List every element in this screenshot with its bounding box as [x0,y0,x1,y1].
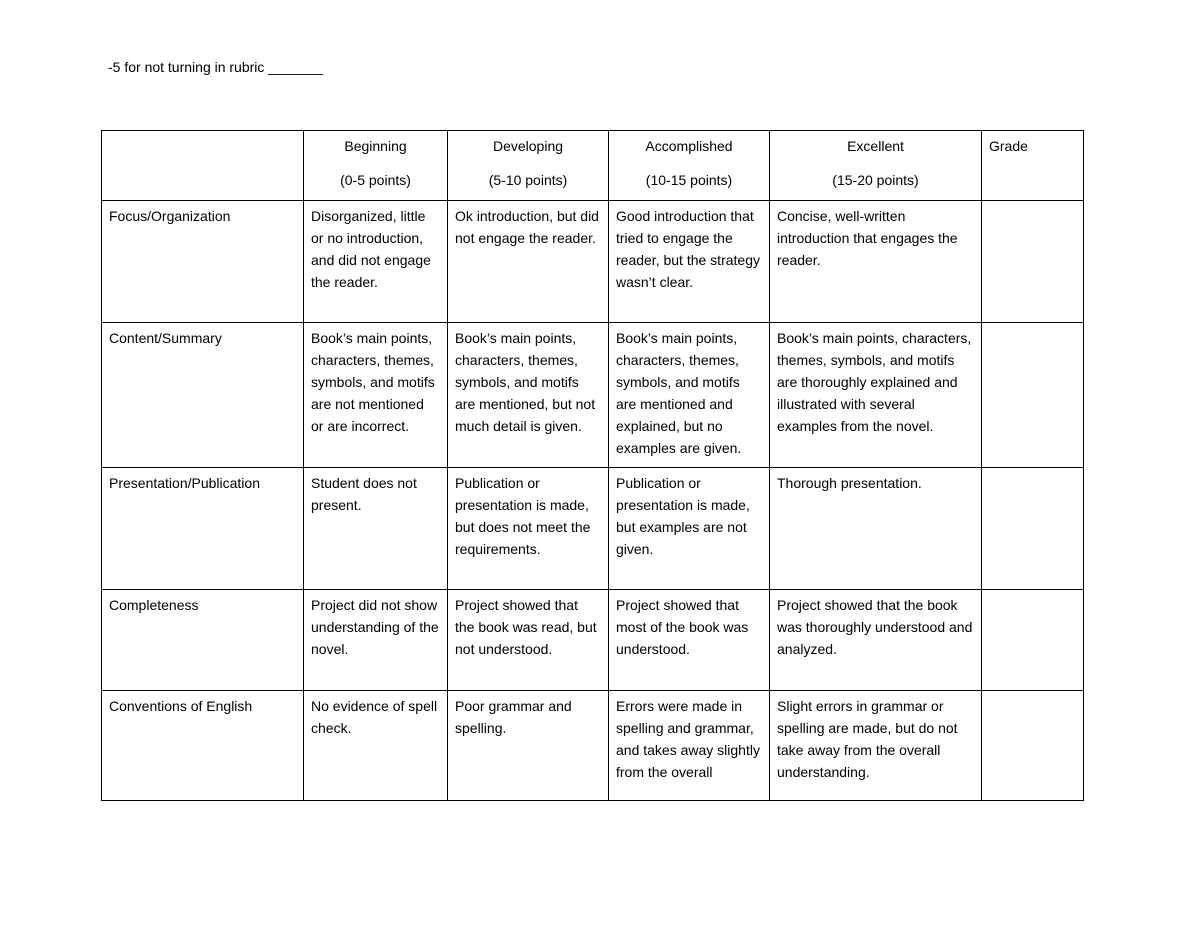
beginning-cell: Student does not present. [304,468,448,590]
level-header-accomplished [609,131,770,201]
header-row [102,131,1084,201]
developing-cell: Ok introduction, but did not engage the reader. [448,201,609,323]
level-header-excellent [770,131,982,201]
excellent-cell: Slight errors in grammar or spelling are made, but do not take away from the overall understanding. [770,691,982,801]
accomplished-cell: Project showed that most of the book was understood. [609,590,770,691]
excellent-cell: Concise, well-written introduction that engages the reader. [770,201,982,323]
accomplished-cell: Book’s main points, characters, themes, symbols, and motifs are mentioned and explained, but no examples are given. [609,323,770,468]
level-header-beginning [304,131,448,201]
grade-cell [982,590,1084,691]
grade-cell [982,323,1084,468]
level-points: (10-15 points) [645,172,733,188]
beginning-cell: Disorganized, little or no introduction, and did not engage the reader. [304,201,448,323]
level-name: Accomplished [645,138,733,154]
level-name: Excellent [847,138,904,154]
criteria-header-cell [102,131,304,201]
table-row [102,590,1084,691]
criterion-cell: Content/Summary [102,323,304,468]
beginning-cell: Project did not show understanding of the novel. [304,590,448,691]
excellent-cell: Thorough presentation. [770,468,982,590]
accomplished-cell: Publication or presentation is made, but examples are not given. [609,468,770,590]
developing-cell: Publication or presentation is made, but does not meet the requirements. [448,468,609,590]
grade-header-cell: Grade [982,131,1084,201]
level-points: (5-10 points) [488,172,568,188]
accomplished-cell: Errors were made in spelling and grammar, and takes away slightly from the overall [609,691,770,801]
beginning-cell: No evidence of spell check. [304,691,448,801]
beginning-cell: Book’s main points, characters, themes, symbols, and motifs are not mentioned or are incorrect. [304,323,448,468]
grade-cell [982,468,1084,590]
developing-cell: Book’s main points, characters, themes, symbols, and motifs are mentioned, but not much detail is given. [448,323,609,468]
level-header-developing [448,131,609,201]
level-points: (0-5 points) [340,172,411,188]
table-row [102,468,1084,590]
criterion-cell: Presentation/Publication [102,468,304,590]
grade-cell [982,691,1084,801]
rubric-penalty-note: -5 for not turning in rubric _______ [108,59,323,75]
developing-cell: Project showed that the book was read, but not understood. [448,590,609,691]
criterion-cell: Conventions of English [102,691,304,801]
level-points: (15-20 points) [832,172,919,188]
criterion-cell: Focus/Organization [102,201,304,323]
level-name: Developing [492,138,564,154]
table-row [102,201,1084,323]
level-name: Beginning [344,138,407,154]
developing-cell: Poor grammar and spelling. [448,691,609,801]
grade-cell [982,201,1084,323]
criterion-cell: Completeness [102,590,304,691]
accomplished-cell: Good introduction that tried to engage the reader, but the strategy wasn’t clear. [609,201,770,323]
table-row [102,691,1084,801]
excellent-cell: Project showed that the book was thoroughly understood and analyzed. [770,590,982,691]
table-row [102,323,1084,468]
rubric-table [101,130,1084,801]
excellent-cell: Book’s main points, characters, themes, symbols, and motifs are thoroughly explained and illustrated with several examples from the novel. [770,323,982,468]
